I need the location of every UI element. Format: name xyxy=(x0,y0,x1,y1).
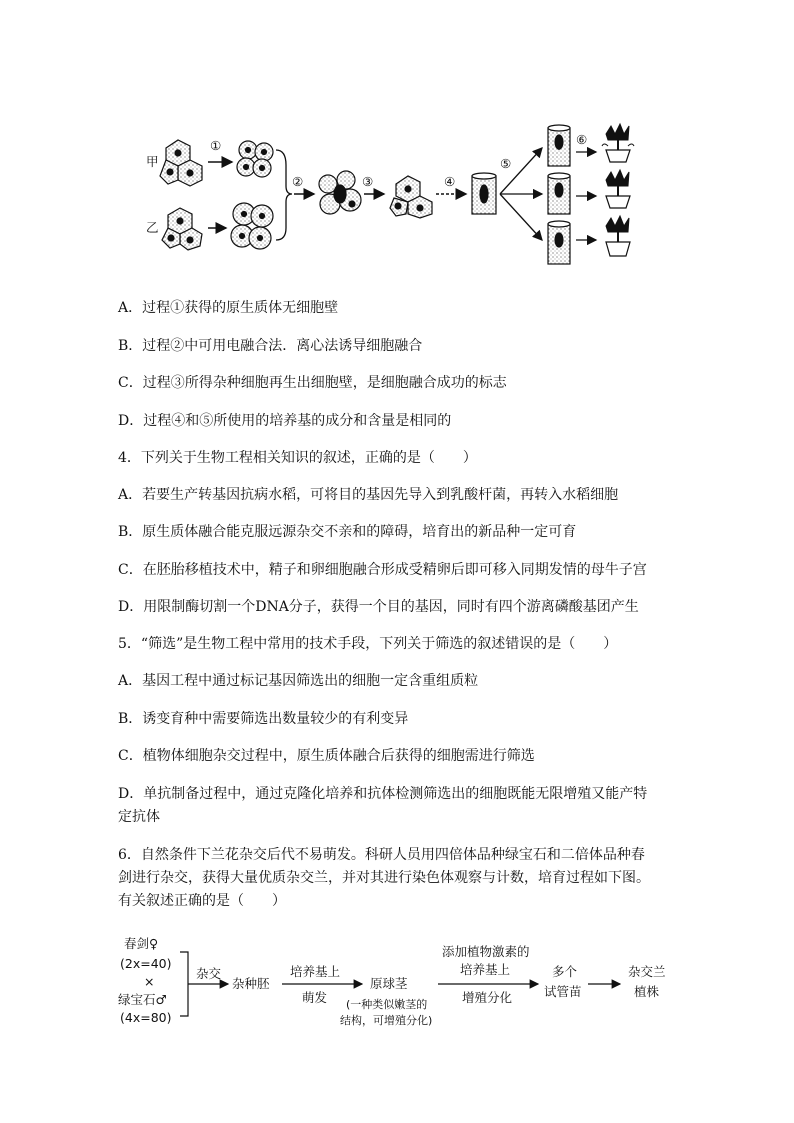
q3-option-d: D．过程④和⑤所使用的培养基的成分和含量是相同的 xyxy=(118,413,452,429)
yi-protoplasts xyxy=(231,203,273,249)
q4-option-d: D．用限制酶切割一个DNA分子，获得一个目的基因，同时有四个游离磷酸基团产生 xyxy=(118,599,639,615)
q6-stem-line1: 6．自然条件下兰花杂交后代不易萌发。科研人员用四倍体品种绿宝石和二倍体品种春 xyxy=(118,847,645,863)
q3-option-b: B．过程②中可用电融合法．离心法诱导细胞融合 xyxy=(118,338,423,354)
arrow-germinate-bottom: 萌发 xyxy=(302,990,328,1005)
parent-female-chrom: (2x=40) xyxy=(120,956,172,971)
step-6: ⑥ xyxy=(576,132,588,147)
jia-protoplasts xyxy=(237,141,273,177)
result-line1: 杂交兰 xyxy=(628,964,666,979)
q3-option-a: A．过程①获得的原生质体无细胞壁 xyxy=(118,300,339,316)
arrow-proliferate-top1: 添加植物激素的 xyxy=(442,944,530,959)
label-jia: 甲 xyxy=(146,154,159,169)
protoplast-fusion-figure xyxy=(0,0,794,290)
q5-option-d: D．单抗制备过程中，通过克隆化培养和抗体检测筛选出的细胞既能无限增殖又能产特 xyxy=(118,786,648,802)
step-3: ③ xyxy=(362,174,374,189)
cross-symbol: × xyxy=(144,974,155,989)
arrow-germinate-top: 培养基上 xyxy=(290,964,341,979)
orchid-breeding-flowchart xyxy=(0,930,794,1050)
merge-brace xyxy=(276,150,292,240)
arrow-cross-label: 杂交 xyxy=(196,966,222,981)
q4-stem: 4．下列关于生物工程相关知识的叙述，正确的是（ ） xyxy=(118,450,477,466)
step-5: ⑤ xyxy=(500,156,512,171)
plantlet-tube-2 xyxy=(548,173,570,214)
hybrid-embryo: 杂种胚 xyxy=(232,976,270,991)
parents-bracket xyxy=(180,952,188,1016)
arrow-proliferate-bottom: 增殖分化 xyxy=(462,990,513,1005)
step-1: ① xyxy=(210,138,222,153)
seedlings-line2: 试管苗 xyxy=(544,984,582,999)
q3-option-c: C．过程③所得杂种细胞再生出细胞壁，是细胞融合成功的标志 xyxy=(118,375,507,391)
q4-option-b: B．原生质体融合能克服远源杂交不亲和的障碍，培育出的新品种一定可育 xyxy=(118,524,577,540)
parent-male: 绿宝石♂ xyxy=(118,992,167,1007)
hybrid-cell-cluster xyxy=(390,176,432,218)
result-line2: 植株 xyxy=(634,984,660,999)
parent-male-chrom: (4x=80) xyxy=(120,1010,172,1025)
step-4: ④ xyxy=(444,174,456,189)
plantlet-tube-3 xyxy=(548,221,570,264)
arrow-proliferate-top2: 培养基上 xyxy=(460,962,511,977)
q6-stem-line2: 剑进行杂交，获得大量优质杂交兰，并对其进行染色体观察与计数，培育过程如下图。 xyxy=(118,870,650,886)
step-2: ② xyxy=(292,174,304,189)
protocorm-note1: (一种类似嫩茎的 xyxy=(346,998,428,1011)
q5-option-c: C．植物体细胞杂交过程中，原生质体融合后获得的细胞需进行筛选 xyxy=(118,748,535,764)
yi-cell-cluster xyxy=(162,208,202,250)
q6-stem-line3: 有关叙述正确的是（ ） xyxy=(118,893,286,909)
potted-plant-1 xyxy=(602,124,634,162)
callus-culture-tube xyxy=(472,173,496,214)
q5-option-d-cont: 定抗体 xyxy=(118,809,160,825)
potted-plant-2 xyxy=(606,170,630,208)
protocorm-note2: 结构，可增殖分化) xyxy=(340,1014,433,1027)
parent-female: 春剑♀ xyxy=(124,936,159,951)
jia-cell-cluster xyxy=(160,140,202,186)
arrow-step5-down xyxy=(500,194,542,240)
seedlings-line1: 多个 xyxy=(552,964,578,979)
plantlet-tube-1 xyxy=(548,125,570,166)
arrow-step5-up xyxy=(500,148,542,194)
q5-stem: 5．“筛选”是生物工程中常用的技术手段，下列关于筛选的叙述错误的是（ ） xyxy=(118,636,618,652)
q5-option-b: B．诱变育种中需要筛选出数量较少的有利变异 xyxy=(118,711,409,727)
q4-option-c: C．在胚胎移植技术中，精子和卵细胞融合形成受精卵后即可移入同期发情的母牛子宫 xyxy=(118,562,647,578)
potted-plant-3 xyxy=(606,216,630,256)
protocorm: 原球茎 xyxy=(370,976,408,991)
fusing-protoplasts xyxy=(319,171,361,214)
q4-option-a: A．若要生产转基因抗病水稻，可将目的基因先导入到乳酸杆菌，再转入水稻细胞 xyxy=(118,487,619,503)
label-yi: 乙 xyxy=(146,220,159,235)
q5-option-a: A．基因工程中通过标记基因筛选出的细胞一定含重组质粒 xyxy=(118,673,479,689)
